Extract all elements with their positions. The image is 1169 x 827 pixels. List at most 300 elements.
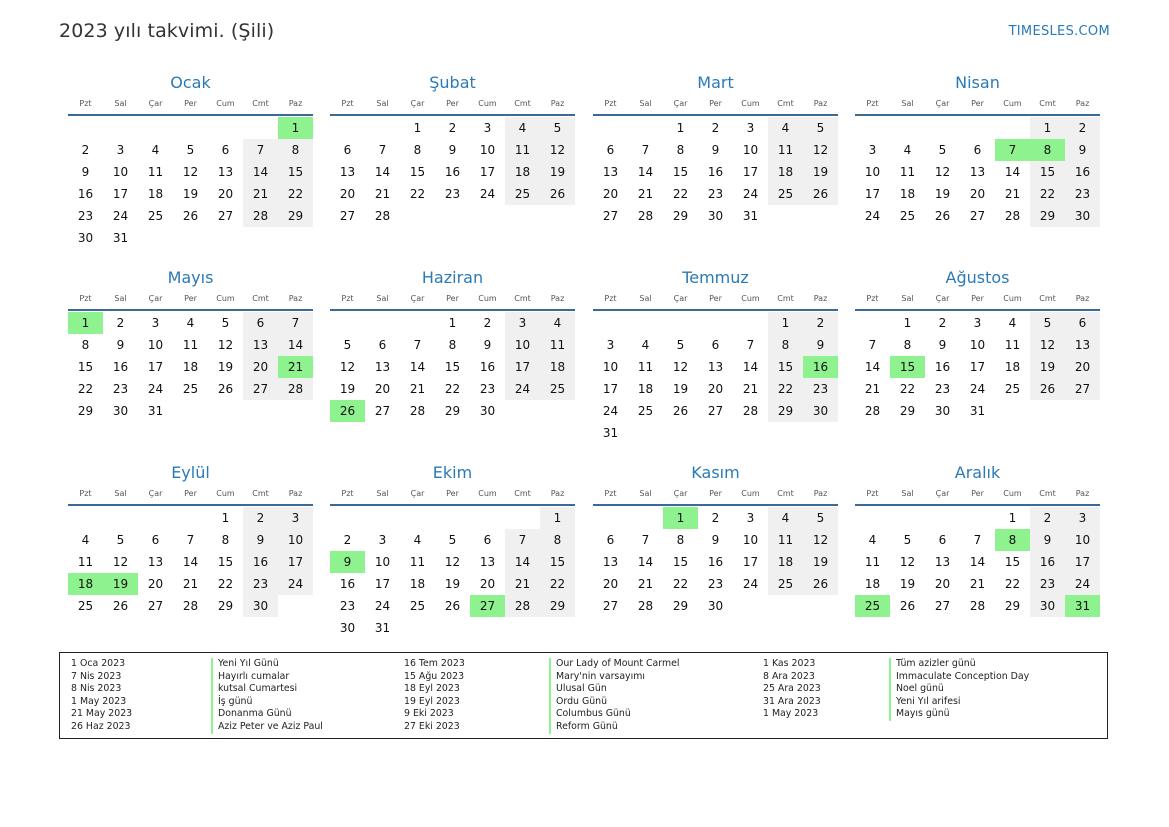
- month-block: [855, 267, 1100, 422]
- day-cell: 19: [803, 551, 838, 573]
- day-cell: 4: [768, 117, 803, 139]
- weekday-label: Per: [184, 489, 197, 498]
- weekday-label: Çar: [410, 294, 425, 303]
- empty-cell: [593, 507, 628, 529]
- empty-cell: [663, 312, 698, 334]
- day-cell: 29: [1004, 599, 1021, 613]
- day-cell: 20: [969, 187, 986, 201]
- day-cell: 18: [768, 551, 803, 573]
- day-cell: 29: [444, 404, 461, 418]
- empty-cell: [138, 507, 173, 529]
- holiday-day-cell: 8: [995, 529, 1030, 551]
- day-cell: 2: [81, 143, 90, 157]
- day-cell: 3: [278, 507, 313, 529]
- day-cell: 18: [147, 187, 164, 201]
- header-rule: [68, 114, 313, 116]
- day-cell: 14: [1004, 165, 1021, 179]
- holiday-day-cell: 21: [278, 356, 313, 378]
- weekday-label: Paz: [1075, 99, 1090, 108]
- day-cell: 5: [903, 533, 912, 547]
- day-cell: 27: [602, 599, 619, 613]
- day-cell: 22: [278, 183, 313, 205]
- legend-holiday-date: 15 Ağu 2023: [404, 670, 465, 682]
- day-cell: 25: [77, 599, 94, 613]
- weekday-header: [593, 488, 838, 504]
- day-cell: 5: [448, 533, 457, 547]
- weekday-header: [855, 293, 1100, 309]
- day-cell: 11: [899, 165, 916, 179]
- legend-holiday-name: Noel günü: [889, 683, 1029, 696]
- day-cell: 5: [938, 143, 947, 157]
- day-cell: 27: [339, 209, 356, 223]
- legend-holiday-date: 1 May 2023: [71, 695, 127, 707]
- month-block: [593, 72, 838, 227]
- day-cell: 16: [243, 551, 278, 573]
- empty-cell: [400, 507, 435, 529]
- weekday-label: Cmt: [252, 99, 269, 108]
- day-cell: 14: [637, 555, 654, 569]
- day-cell: 19: [540, 161, 575, 183]
- legend-holiday-date: 25 Ara 2023: [763, 683, 821, 695]
- day-cell: 8: [903, 338, 912, 352]
- day-cell: 9: [448, 143, 457, 157]
- empty-cell: [628, 312, 663, 334]
- empty-cell: [173, 117, 208, 139]
- day-cell: 3: [746, 121, 755, 135]
- day-cell: 1: [768, 312, 803, 334]
- weekday-label: Per: [709, 99, 722, 108]
- day-cell: 10: [112, 165, 129, 179]
- legend-holiday-date: 26 Haz 2023: [71, 720, 131, 732]
- day-cell: 9: [803, 334, 838, 356]
- weekday-label: Pzt: [866, 99, 879, 108]
- weekday-header: [68, 293, 313, 309]
- day-cell: 30: [479, 404, 496, 418]
- day-grid: [330, 312, 575, 422]
- day-cell: 6: [243, 312, 278, 334]
- day-cell: 15: [444, 360, 461, 374]
- day-cell: 10: [278, 529, 313, 551]
- day-cell: 29: [899, 404, 916, 418]
- weekday-label: Cmt: [1039, 99, 1056, 108]
- day-cell: 24: [147, 382, 164, 396]
- day-cell: 12: [182, 165, 199, 179]
- day-cell: 18: [1004, 360, 1021, 374]
- day-cell: 26: [934, 209, 951, 223]
- day-cell: 9: [1065, 139, 1100, 161]
- day-cell: 15: [1030, 161, 1065, 183]
- day-cell: 7: [641, 143, 650, 157]
- day-cell: 5: [676, 338, 685, 352]
- header-rule: [330, 114, 575, 116]
- day-cell: 24: [505, 378, 540, 400]
- weekday-label: Per: [184, 99, 197, 108]
- day-cell: 7: [413, 338, 422, 352]
- day-cell: 14: [182, 555, 199, 569]
- empty-cell: [628, 117, 663, 139]
- day-cell: 7: [641, 533, 650, 547]
- legend-holiday-name: Our Lady of Mount Carmel: [549, 658, 679, 671]
- weekday-label: Pzt: [866, 489, 879, 498]
- day-cell: 24: [742, 577, 759, 591]
- day-cell: 8: [768, 334, 803, 356]
- day-cell: 20: [707, 382, 724, 396]
- legend-holiday-name: Mayıs günü: [889, 708, 1029, 721]
- day-cell: 4: [768, 507, 803, 529]
- empty-cell: [925, 507, 960, 529]
- weekday-label: Paz: [813, 489, 828, 498]
- day-cell: 20: [602, 577, 619, 591]
- day-cell: 22: [540, 573, 575, 595]
- day-cell: 13: [479, 555, 496, 569]
- day-cell: 19: [217, 360, 234, 374]
- day-cell: 27: [602, 209, 619, 223]
- day-cell: 3: [116, 143, 125, 157]
- empty-cell: [960, 507, 995, 529]
- day-cell: 18: [899, 187, 916, 201]
- day-cell: 25: [409, 599, 426, 613]
- month-block: [330, 267, 575, 422]
- day-cell: 26: [672, 404, 689, 418]
- weekday-label: Pzt: [341, 489, 354, 498]
- day-cell: 3: [483, 121, 492, 135]
- day-cell: 20: [243, 356, 278, 378]
- day-cell: 9: [81, 165, 90, 179]
- weekday-label: Cum: [216, 294, 235, 303]
- day-cell: 19: [899, 577, 916, 591]
- day-cell: 21: [742, 382, 759, 396]
- day-cell: 30: [243, 595, 278, 617]
- day-cell: 26: [217, 382, 234, 396]
- weekday-label: Cum: [478, 489, 497, 498]
- legend-holiday-name: Yeni Yıl arifesi: [889, 696, 1029, 709]
- day-cell: 27: [934, 599, 951, 613]
- day-cell: 11: [147, 165, 164, 179]
- day-cell: 1: [221, 511, 230, 525]
- day-cell: 14: [864, 360, 881, 374]
- day-cell: 24: [1065, 573, 1100, 595]
- legend-names-column: [211, 658, 323, 734]
- day-cell: 12: [803, 139, 838, 161]
- day-cell: 18: [505, 161, 540, 183]
- weekday-label: Cmt: [514, 99, 531, 108]
- day-cell: 23: [479, 382, 496, 396]
- weekday-label: Sal: [901, 489, 914, 498]
- brand-link[interactable]: TIMESLES.COM: [1008, 24, 1110, 39]
- day-cell: 7: [278, 312, 313, 334]
- day-cell: 24: [969, 382, 986, 396]
- empty-cell: [435, 507, 470, 529]
- weekday-label: Per: [446, 294, 459, 303]
- day-cell: 31: [742, 209, 759, 223]
- day-cell: 22: [1030, 183, 1065, 205]
- day-cell: 24: [864, 209, 881, 223]
- weekday-label: Cum: [478, 99, 497, 108]
- day-cell: 19: [444, 577, 461, 591]
- day-cell: 30: [934, 404, 951, 418]
- weekday-label: Per: [446, 99, 459, 108]
- empty-cell: [330, 507, 365, 529]
- empty-cell: [68, 507, 103, 529]
- weekday-label: Paz: [550, 489, 565, 498]
- day-cell: 18: [864, 577, 881, 591]
- day-cell: 14: [969, 555, 986, 569]
- weekday-label: Pzt: [79, 294, 92, 303]
- weekday-label: Paz: [813, 294, 828, 303]
- day-cell: 11: [409, 555, 426, 569]
- day-cell: 27: [707, 404, 724, 418]
- day-cell: 10: [742, 143, 759, 157]
- day-cell: 23: [707, 187, 724, 201]
- empty-cell: [890, 117, 925, 139]
- day-cell: 1: [413, 121, 422, 135]
- day-cell: 27: [243, 378, 278, 400]
- holiday-day-cell: 16: [803, 356, 838, 378]
- day-cell: 20: [1065, 356, 1100, 378]
- day-cell: 17: [1065, 551, 1100, 573]
- day-cell: 13: [602, 555, 619, 569]
- day-cell: 28: [1004, 209, 1021, 223]
- legend-holiday-name: Columbus Günü: [549, 708, 679, 721]
- day-cell: 22: [899, 382, 916, 396]
- day-cell: 19: [672, 382, 689, 396]
- day-cell: 25: [505, 183, 540, 205]
- day-cell: 14: [409, 360, 426, 374]
- empty-cell: [330, 117, 365, 139]
- day-cell: 7: [746, 338, 755, 352]
- day-cell: 27: [1065, 378, 1100, 400]
- day-cell: 23: [803, 378, 838, 400]
- day-cell: 30: [112, 404, 129, 418]
- day-cell: 23: [934, 382, 951, 396]
- day-cell: 12: [339, 360, 356, 374]
- day-cell: 13: [374, 360, 391, 374]
- day-grid: [855, 117, 1100, 227]
- day-cell: 16: [77, 187, 94, 201]
- month-title: Nisan: [955, 73, 1000, 92]
- day-cell: 12: [672, 360, 689, 374]
- day-cell: 12: [444, 555, 461, 569]
- day-cell: 2: [938, 316, 947, 330]
- day-cell: 6: [606, 533, 615, 547]
- day-cell: 17: [602, 382, 619, 396]
- day-cell: 12: [540, 139, 575, 161]
- day-cell: 2: [116, 316, 125, 330]
- weekday-label: Sal: [376, 294, 389, 303]
- header-rule: [593, 114, 838, 116]
- day-cell: 15: [672, 165, 689, 179]
- weekday-label: Paz: [1075, 294, 1090, 303]
- day-cell: 15: [77, 360, 94, 374]
- day-cell: 26: [803, 573, 838, 595]
- day-cell: 6: [711, 338, 720, 352]
- day-cell: 22: [672, 577, 689, 591]
- day-cell: 14: [374, 165, 391, 179]
- day-cell: 5: [803, 507, 838, 529]
- month-title: Kasım: [691, 463, 740, 482]
- day-cell: 28: [505, 595, 540, 617]
- legend-holiday-date: 9 Eki 2023: [404, 708, 454, 720]
- day-cell: 26: [112, 599, 129, 613]
- weekday-header: [330, 98, 575, 114]
- day-cell: 10: [969, 338, 986, 352]
- weekday-label: Çar: [673, 489, 688, 498]
- empty-cell: [628, 507, 663, 529]
- day-cell: 25: [147, 209, 164, 223]
- legend-holiday-date: 16 Tem 2023: [404, 658, 465, 669]
- day-cell: 2: [343, 533, 352, 547]
- weekday-label: Paz: [550, 99, 565, 108]
- day-grid: [593, 507, 838, 617]
- day-cell: 13: [147, 555, 164, 569]
- legend-holiday-date: 21 May 2023: [71, 708, 133, 720]
- day-cell: 1: [448, 316, 457, 330]
- header-rule: [855, 114, 1100, 116]
- legend-holiday-date: 7 Nis 2023: [71, 670, 122, 682]
- day-cell: 9: [1030, 529, 1065, 551]
- legend-holiday-date: 19 Eyl 2023: [404, 695, 460, 707]
- day-cell: 3: [746, 511, 755, 525]
- weekday-label: Paz: [1075, 489, 1090, 498]
- day-cell: 8: [221, 533, 230, 547]
- day-cell: 27: [147, 599, 164, 613]
- header-rule: [330, 504, 575, 506]
- day-cell: 1: [903, 316, 912, 330]
- day-cell: 8: [676, 533, 685, 547]
- empty-cell: [593, 117, 628, 139]
- day-cell: 21: [637, 187, 654, 201]
- month-title: Mart: [697, 73, 734, 92]
- month-title: Mayıs: [167, 268, 214, 287]
- day-cell: 11: [77, 555, 94, 569]
- holiday-day-cell: 1: [663, 507, 698, 529]
- legend-holiday-name: Immaculate Conception Day: [889, 671, 1029, 684]
- day-cell: 23: [707, 577, 724, 591]
- day-cell: 26: [182, 209, 199, 223]
- weekday-label: Çar: [148, 489, 163, 498]
- day-cell: 21: [409, 382, 426, 396]
- day-cell: 11: [1004, 338, 1021, 352]
- day-cell: 1: [540, 507, 575, 529]
- day-cell: 12: [1030, 334, 1065, 356]
- day-cell: 12: [934, 165, 951, 179]
- day-cell: 11: [182, 338, 199, 352]
- day-cell: 26: [444, 599, 461, 613]
- day-cell: 28: [243, 205, 278, 227]
- day-cell: 10: [602, 360, 619, 374]
- empty-cell: [138, 117, 173, 139]
- day-cell: 8: [448, 338, 457, 352]
- day-cell: 6: [151, 533, 160, 547]
- day-cell: 13: [217, 165, 234, 179]
- empty-cell: [173, 507, 208, 529]
- holiday-day-cell: 27: [470, 595, 505, 617]
- day-cell: 19: [934, 187, 951, 201]
- weekday-label: Sal: [639, 294, 652, 303]
- legend-holiday-name: Aziz Peter ve Aziz Paul: [211, 721, 323, 734]
- day-cell: 2: [803, 312, 838, 334]
- header-rule: [593, 504, 838, 506]
- month-block: [68, 462, 313, 617]
- weekday-label: Sal: [114, 294, 127, 303]
- day-cell: 7: [378, 143, 387, 157]
- day-cell: 2: [1030, 507, 1065, 529]
- month-title: Haziran: [421, 268, 484, 287]
- weekday-header: [330, 293, 575, 309]
- day-cell: 17: [742, 165, 759, 179]
- day-cell: 16: [1030, 551, 1065, 573]
- day-cell: 20: [602, 187, 619, 201]
- empty-cell: [855, 117, 890, 139]
- weekday-header: [593, 293, 838, 309]
- legend-holiday-name: Donanma Günü: [211, 708, 323, 721]
- weekday-label: Sal: [114, 489, 127, 498]
- holiday-day-cell: 1: [278, 117, 313, 139]
- day-cell: 22: [444, 382, 461, 396]
- day-cell: 27: [969, 209, 986, 223]
- month-title: Ağustos: [945, 268, 1010, 287]
- weekday-label: Per: [709, 489, 722, 498]
- month-block: [855, 72, 1100, 227]
- day-cell: 21: [374, 187, 391, 201]
- legend-holiday-date: 31 Ara 2023: [763, 695, 821, 707]
- day-cell: 24: [374, 599, 391, 613]
- day-cell: 30: [707, 599, 724, 613]
- day-cell: 24: [479, 187, 496, 201]
- day-cell: 2: [243, 507, 278, 529]
- empty-cell: [890, 507, 925, 529]
- weekday-label: Pzt: [604, 489, 617, 498]
- day-cell: 18: [540, 356, 575, 378]
- day-grid: [855, 312, 1100, 422]
- weekday-label: Çar: [410, 489, 425, 498]
- weekday-label: Çar: [935, 489, 950, 498]
- day-cell: 20: [217, 187, 234, 201]
- day-cell: 12: [112, 555, 129, 569]
- legend-dates-column: [404, 658, 465, 734]
- day-cell: 24: [742, 187, 759, 201]
- weekday-label: Çar: [148, 294, 163, 303]
- legend-dates-column: [763, 658, 821, 721]
- day-cell: 9: [711, 533, 720, 547]
- weekday-label: Pzt: [866, 294, 879, 303]
- day-cell: 28: [637, 599, 654, 613]
- weekday-label: Paz: [288, 489, 303, 498]
- weekday-header: [68, 98, 313, 114]
- weekday-label: Per: [971, 489, 984, 498]
- day-cell: 19: [182, 187, 199, 201]
- day-cell: 15: [217, 555, 234, 569]
- day-cell: 17: [147, 360, 164, 374]
- day-cell: 26: [1030, 378, 1065, 400]
- day-cell: 15: [540, 551, 575, 573]
- day-cell: 9: [116, 338, 125, 352]
- day-cell: 25: [899, 209, 916, 223]
- legend-holiday-date: 27 Eki 2023: [404, 720, 460, 732]
- holiday-day-cell: 15: [890, 356, 925, 378]
- empty-cell: [925, 117, 960, 139]
- holiday-day-cell: 25: [855, 595, 890, 617]
- holiday-legend: [59, 652, 1108, 739]
- weekday-label: Cum: [1003, 294, 1022, 303]
- day-cell: 29: [278, 205, 313, 227]
- legend-holiday-name: Tüm azizler günü: [889, 658, 1029, 671]
- day-cell: 16: [444, 165, 461, 179]
- day-cell: 4: [903, 143, 912, 157]
- day-cell: 25: [540, 378, 575, 400]
- legend-holiday-name: Ulusal Gün: [549, 683, 679, 696]
- day-cell: 27: [217, 209, 234, 223]
